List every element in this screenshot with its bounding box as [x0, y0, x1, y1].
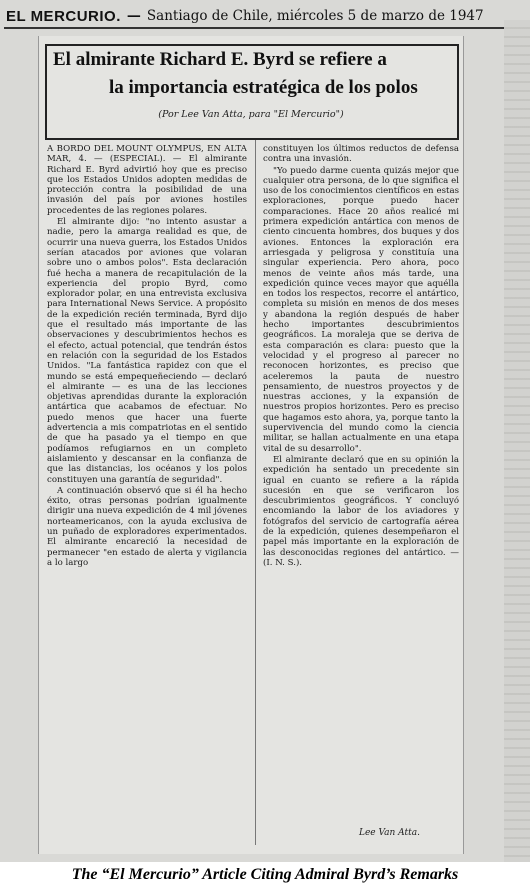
paragraph: El almirante dijo: "no intento asustar a nadie, pero la amarga realidad es que, de ocurrir una nueva guerra, los Estados Unidos serían atacados por aviones que volaran sobre uno o ambos polos". Esta declaración fué hecha a manera de recapitulación de la experiencia del propio Byrd, como explorador polar, en una entrevista exclusiva para International News Service. A propósito de la expedición recién terminada, Byrd dijo que el resultado más importante de las observaciones y descubrimientos hechos es el efecto, actual potencial, que tendrán éstos en relación con la seguridad de los Estados Unidos. "La fantástica rapidez con que el mundo se está empequeñeciendo — declaró el almirante — es una de las lecciones objetivas aprendidas durante la exploración antártica que acabamos de efectuar. No puedo menos que hacer una fuerte advertencia a mis compatriotas en el sentido de que ha pasado ya el tiempo en que podíamos refugiarnos en un completo aislamiento y descansar en la confianza de que las distancias, los océanos y los polos constituyen una garantía de seguridad".: [47, 217, 247, 485]
headline-line-1: El almirante Richard E. Byrd se refiere a: [53, 49, 387, 70]
paragraph: El almirante declaró que en su opinión la expedición ha sentado un precedente sin igual en cuanto se refiere a la rápida sucesión en que se verificaron los descubrimientos geográficos. Y concluyó encomiando la labor de los aviadores y fotógrafos del servicio de cartografía aérea de la expedición, quienes desempeñaron el papel más importante en la exploración de las desconocidas regiones del antártico. — (I. N. S.).: [263, 454, 459, 568]
paragraph: constituyen los últimos reductos de defensa contra una invasión.: [263, 144, 459, 165]
adjacent-column-fragment: [504, 20, 530, 862]
paragraph: A continuación observó que si él ha hecho éxito, otras personas podrían igualmente dirigir una nueva expedición de 4 mil jóvenes norteamericanos, con la ayuda exclusiva de un puñado de exploradores experimentados. El almirante encareció la necesidad de permanecer "en estado de alerta y vigilancia a lo largo: [47, 485, 247, 568]
column-divider: [255, 140, 256, 845]
right-column: [263, 144, 459, 846]
article: [38, 36, 464, 854]
paragraph: A BORDO DEL MOUNT OLYMPUS, EN ALTA MAR, 4. — (ESPECIAL). — El almirante Richard E. Byrd advirtió hoy que es preciso que los Estados Unidos adopten medidas de protección contra la posibilidad de una invasión del país por aviones hostiles procedentes de las regiones polares.: [47, 144, 247, 216]
masthead: [6, 6, 526, 26]
left-column: [47, 144, 247, 846]
masthead-separator: —: [126, 8, 141, 24]
byline: (Por Lee Van Atta, para "El Mercurio"): [158, 109, 344, 120]
dateline: Santiago de Chile, miércoles 5 de marzo de 1947: [146, 8, 484, 24]
paragraph: "Yo puedo darme cuenta quizás mejor que cualquier otra persona, de lo que significa el uso de los conocimientos científicos en estas exploraciones, porque puedo hacer comparaciones. Hace 20 años realicé mi primera expedición antártica con menos de ciento cincuenta hombres, dos buques y dos aviones. Entonces la exploración era arriesgada y peligrosa y constituía una singular experiencia. Pero ahora, poco menos de veinte años más tarde, una expedición quince veces mayor que aquélla en todos los respectos, recorre el antártico, completa su misión en menos de dos meses y abandona la región después de haber hecho importantes descubrimientos geográficos. La moraleja que se deriva de esta comparación es clara: puesto que la velocidad y el progreso al parecer no reconocen horizontes, es preciso que aceleremos la pauta de nuestro pensamiento, de nuestros proyectos y de nuestras acciones, y la expansión de nuestros propios horizontes. Pero es preciso que hagamos esto ahora, ya, porque tanto la supervivencia del mundo como la ciencia militar, se hallan actualmente en una etapa vital de su desarrollo".: [263, 165, 459, 454]
figure-caption: The “El Mercurio” Article Citing Admiral Byrd’s Remarks: [71, 866, 459, 883]
headline-line-2: la importancia estratégica de los polos: [109, 77, 418, 98]
newspaper-name: EL MERCURIO.: [6, 7, 121, 25]
author-signature: Lee Van Atta.: [359, 828, 420, 838]
masthead-rule: [4, 27, 504, 29]
